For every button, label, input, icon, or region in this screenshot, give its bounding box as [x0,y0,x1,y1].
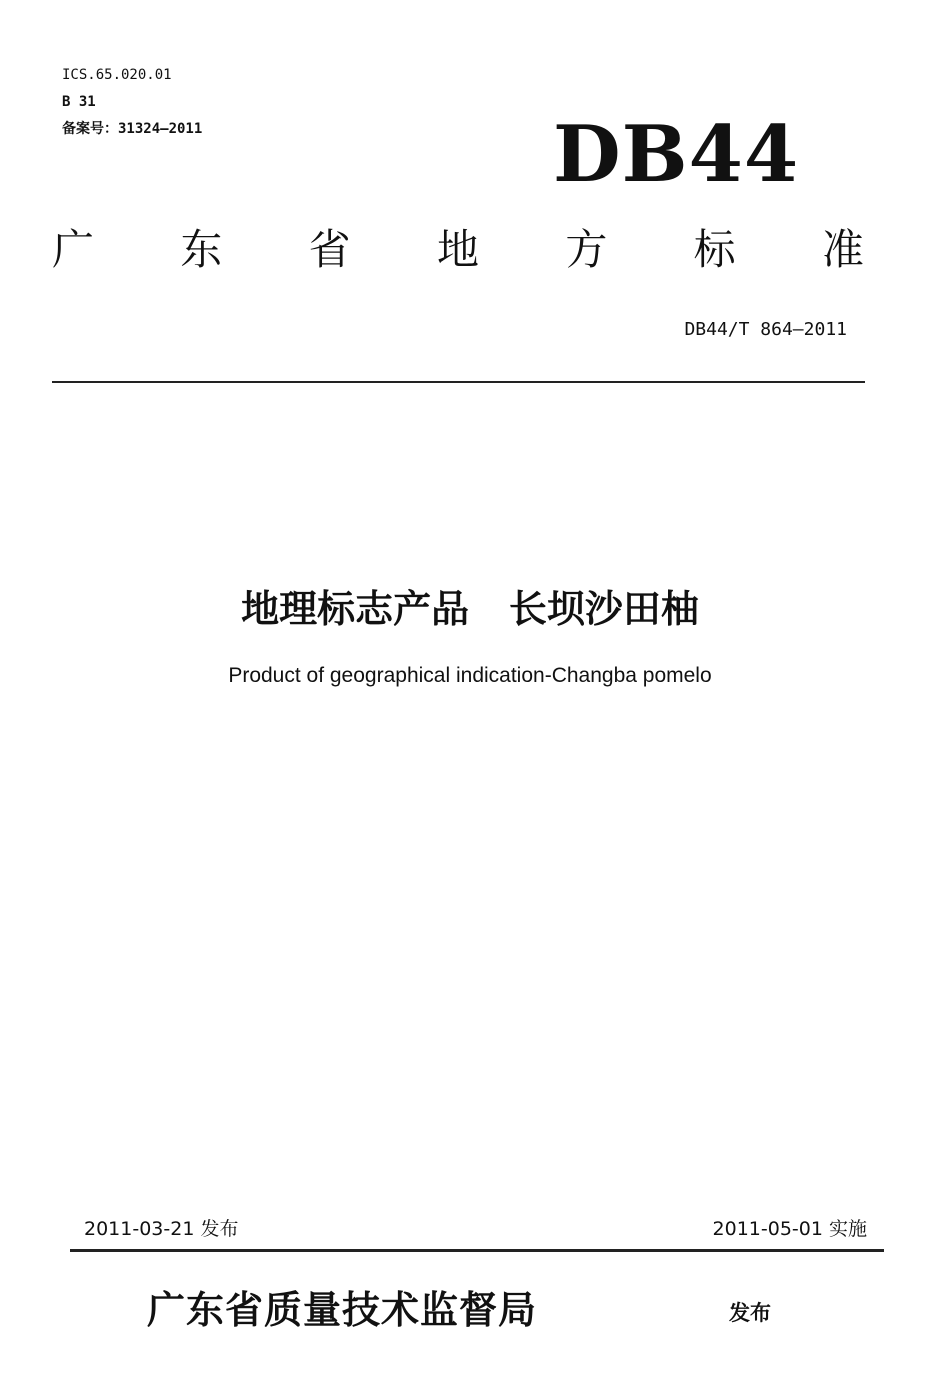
record-number: 备案号：31324—2011 [62,121,203,137]
standard-logo: DB44 [553,109,800,200]
standard-type-heading [52,222,864,278]
standard-number: DB44/T 864—2011 [684,319,847,340]
standard-type-char: 省 [308,225,351,274]
document-title-chinese: 地理标志产品 长坝沙田柚 [241,587,699,631]
top-divider [52,381,865,383]
implementation-date: 2011-05-01 实施 [712,1218,867,1240]
standard-type-char: 广 [52,225,95,274]
ics-code: ICS.65.020.01 [62,67,172,83]
ccs-code: B 31 [62,94,96,110]
bottom-divider [70,1249,884,1252]
issuing-authority: 广东省质量技术监督局 [147,1287,538,1332]
standard-type-char: 方 [565,225,608,274]
standard-type-char: 准 [821,225,864,274]
document-title-english: Product of geographical indication-Changba pomelo [228,664,712,687]
standard-type-char: 地 [436,225,479,274]
standard-type-char: 标 [693,225,736,274]
issuing-action: 发布 [729,1301,771,1325]
issue-date: 2011-03-21 发布 [84,1218,239,1240]
standard-type-char: 东 [180,225,223,274]
